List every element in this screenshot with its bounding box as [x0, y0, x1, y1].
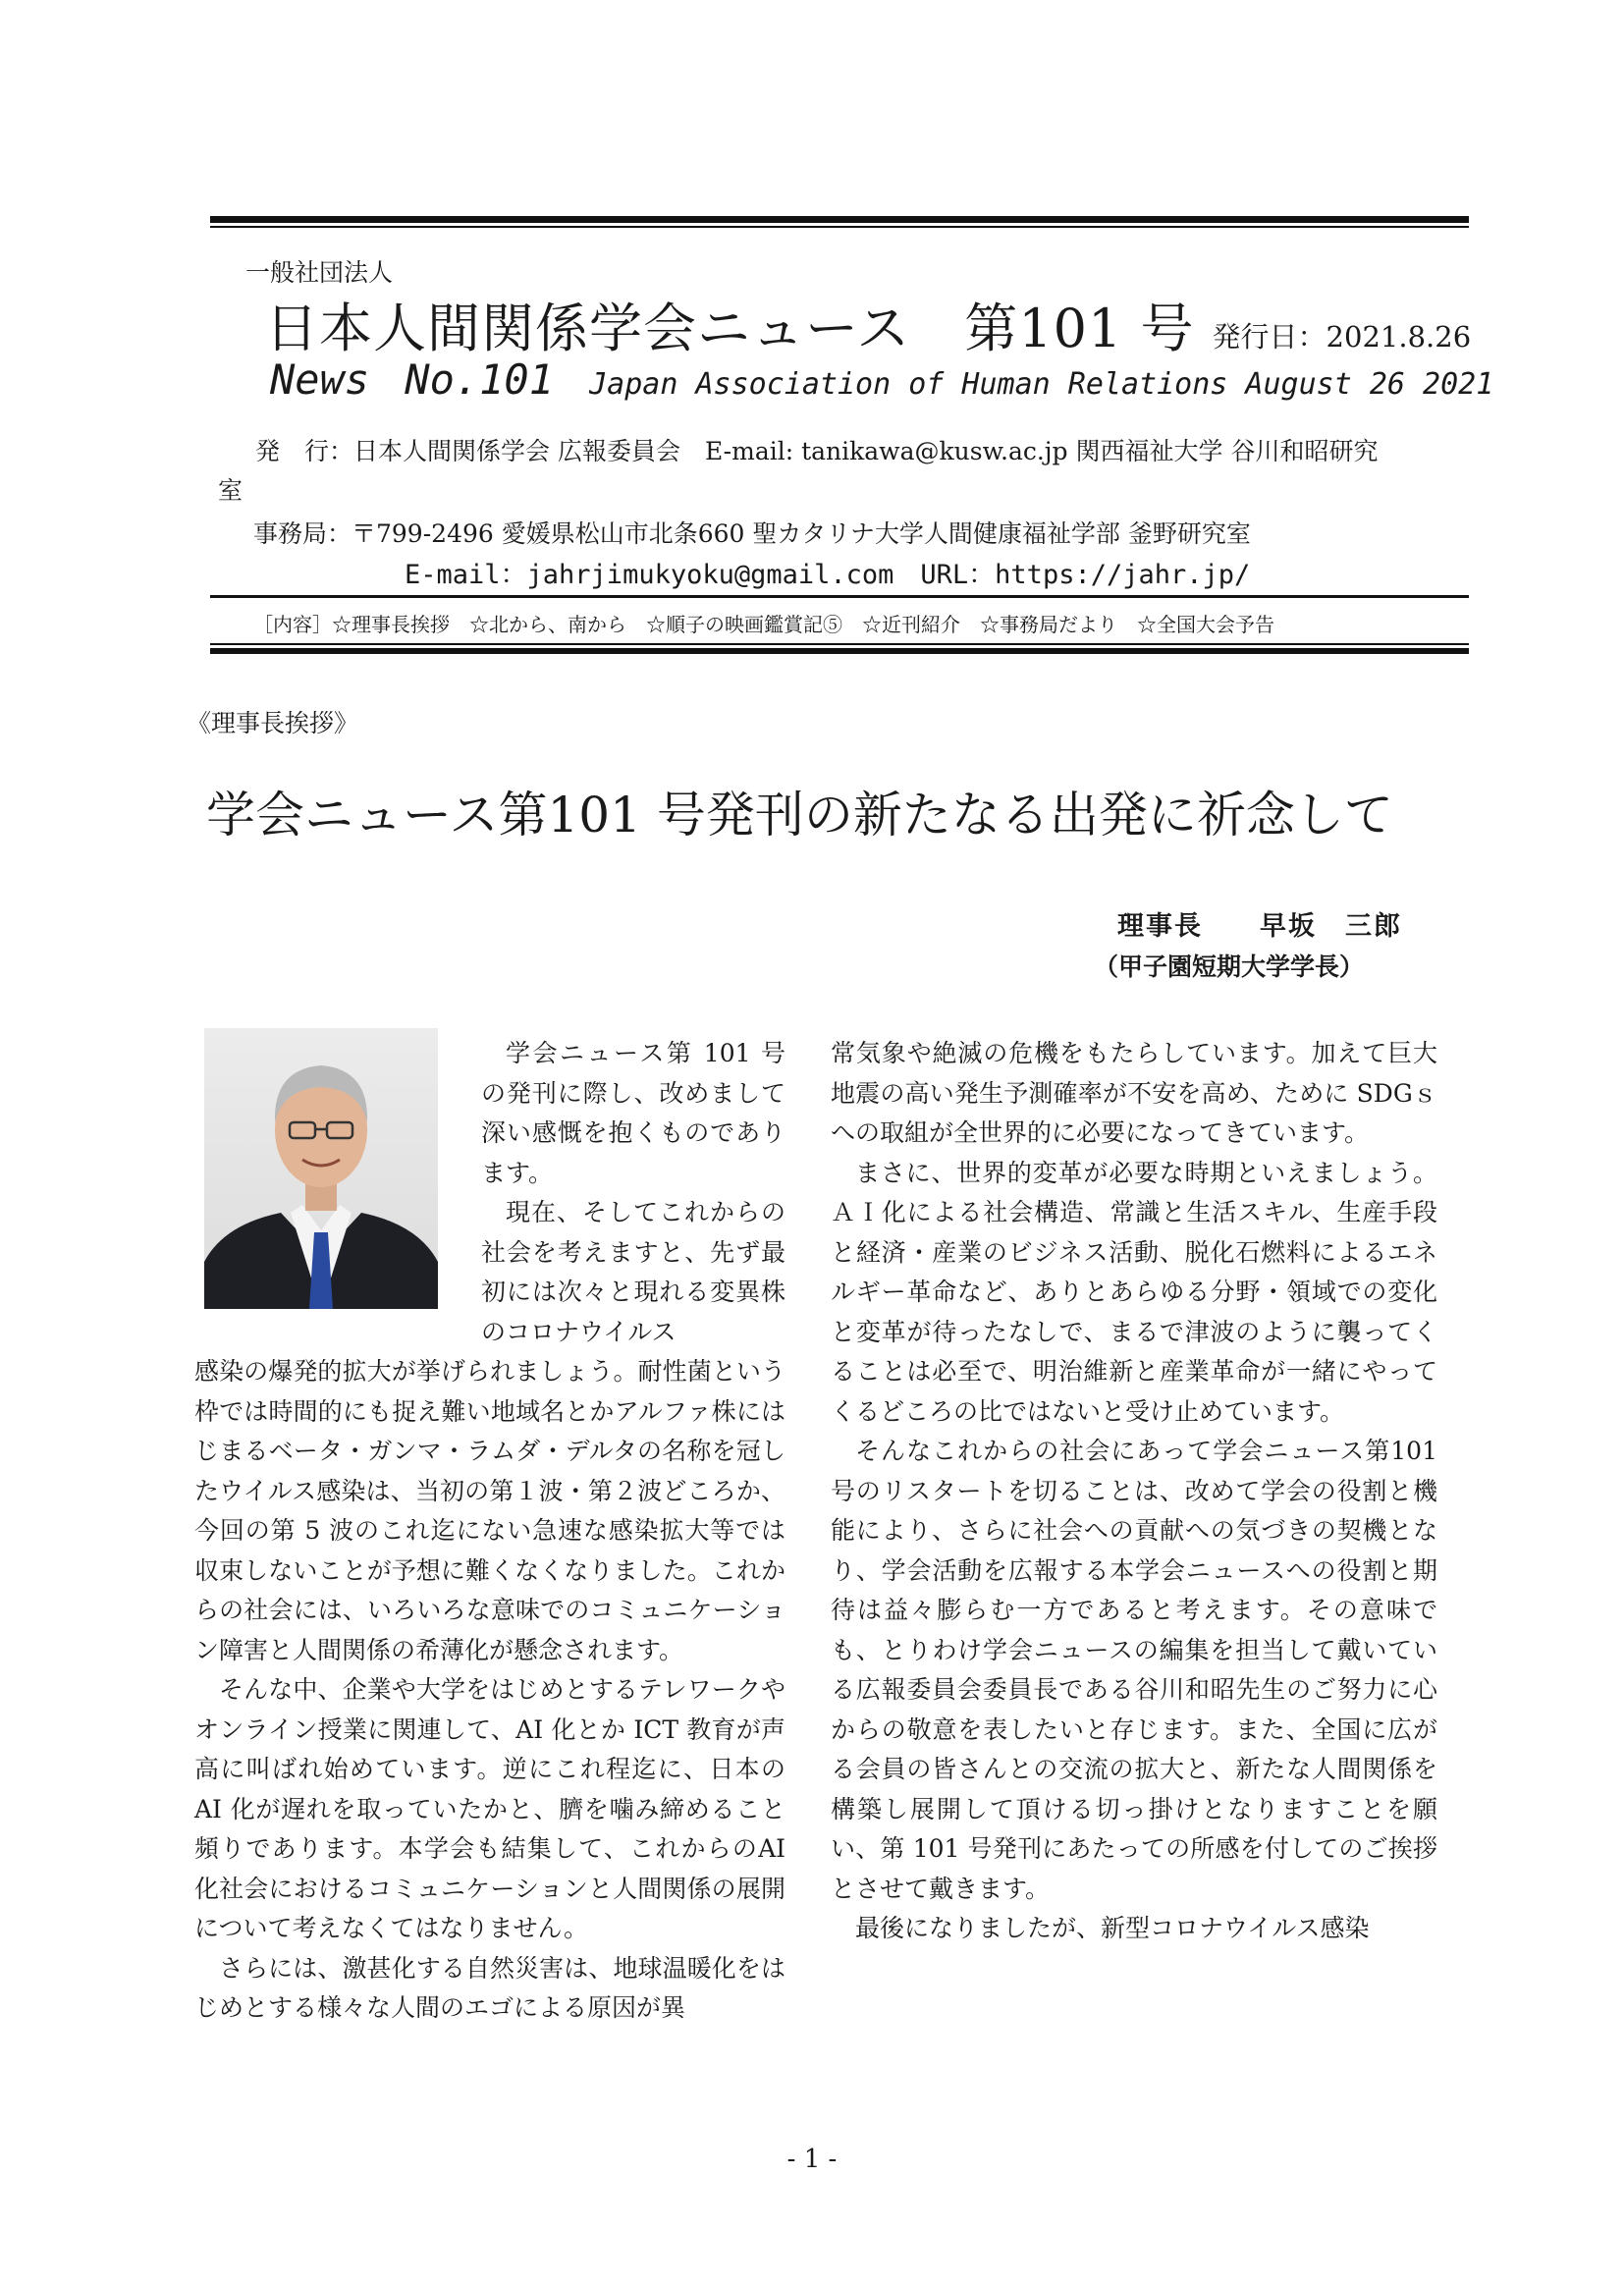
newsletter-title — [265, 287, 1471, 362]
contents-bottom-rule-thick — [210, 648, 1469, 654]
paragraph: さらには、激甚化する自然災害は、地球温暖化をはじめとする様々な人間のエゴによる原因が異 — [194, 1953, 785, 2022]
author-portrait-photo — [204, 1028, 438, 1309]
subtitle-issue-no: No.101 — [405, 355, 554, 404]
issue-date: 発行日：2021.8.26 — [1212, 320, 1472, 354]
column-b — [831, 1034, 1437, 1949]
article-headline: 学会ニュース第101 号発刊の新たなる出発に祈念して — [206, 787, 1393, 843]
masthead-top-rule-thin — [210, 226, 1469, 228]
author-affiliation: （甲子園短期大学学長） — [1094, 952, 1365, 981]
subtitle-association: Japan Association of Human Relations August 26 2021 — [589, 367, 1494, 402]
paragraph: 現在、そしてこれからの社会を考えますと、先ず最初には次々と現れる変異株のコロナウイルス — [481, 1198, 785, 1346]
paragraph: 学会ニュース第 101 号の発刊に際し、改めまして深い感慨を抱くものであります。 — [481, 1039, 785, 1187]
subtitle-news: News — [270, 355, 370, 404]
paragraph: 最後になりましたが、新型コロナウイルス感染 — [855, 1914, 1370, 1942]
newsletter-subtitle — [270, 355, 1493, 404]
paragraph: 常気象や絶滅の危機をもたらしています。加えて巨大地震の高い発生予測確率が不安を高め、ために SDGｓへの取組が全世界的に必要になってきています。 — [831, 1039, 1437, 1147]
newsletter-title-text: 日本人間関係学会ニュース 第101 号 — [265, 298, 1195, 359]
author-name: 理事長 早坂 三郎 — [1117, 911, 1402, 942]
publisher-line-wrap: 室 — [218, 476, 244, 505]
contents-top-rule — [210, 595, 1469, 598]
org-type: 一般社団法人 — [245, 258, 394, 287]
contents-bottom-rule-thin — [210, 643, 1469, 645]
contact-email-url: E-mail：jahrjimukyoku@gmail.com URL：https://jahr.jp/ — [405, 560, 1251, 590]
column-a-beside-photo — [481, 1034, 785, 1352]
paragraph: まさに、世界的変革が必要な時期といえましょう。ＡＩ化による社会構造、常識と生活スキル、生産手段と経済・産業のビジネス活動、脱化石燃料によるエネルギー革命など、ありとあらゆる分野・領域での変化と変革が待ったなしで、まるで津波のように襲ってくることは必至で、明治維新と産業革命が一緒にやってくるどころの比ではないと受け止めています。 — [831, 1158, 1437, 1426]
masthead-top-rule-thick — [210, 216, 1469, 223]
paragraph: 感染の爆発的拡大が挙げられましょう。耐性菌という枠では時間的にも捉え難い地域名とかアルファ株にはじまるベータ・ガンマ・ラムダ・デルタの名称を冠したウイルス感染は、当初の第１波・第２波どころか、今回の第 5 波のこれ迄にない急速な感染拡大等では収束しないことが予想に難くなくなりました。これからの社会には、いろいろな意味でのコミュニケーション障害と人間関係の希薄化が懸念されます。 — [194, 1357, 785, 1664]
paragraph: そんな中、企業や大学をはじめとするテレワークやオンライン授業に関連して、AI 化とか ICT 教育が声高に叫ばれ始めています。逆にこれ程迄に、日本の AI 化が遅れを取っていたかと、臍を噛み締めること頻りであります。本学会も結集して、これからのAI 化社会におけるコミュニケーションと人間関係の展開について考えなくてはなりません。 — [194, 1675, 785, 1942]
page-number: - 1 - — [786, 2145, 838, 2174]
paragraph: そんなこれからの社会にあって学会ニュース第101号のリスタートを切ることは、改めて学会の役割と機能により、さらに社会への貢献への気づきの契機となり、学会活動を広報する本学会ニュースへの役割と期待は益々膨らむ一方であると考えます。その意味でも、とりわけ学会ニュースの編集を担当して戴いている広報委員会委員長である谷川和昭先生のご努力に心からの敬意を表したいと存じます。また、全国に広がる会員の皆さんとの交流の拡大と、新たな人間関係を構築し展開して頂ける切っ掛けとなりますことを願い、第 101 号発刊にあたっての所感を付してのご挨拶とさせて戴きます。 — [831, 1437, 1437, 1903]
section-label: 《理事長挨拶》 — [187, 709, 359, 737]
publisher-info — [218, 432, 1435, 511]
office-address: 事務局：〒799-2496 愛媛県松山市北条660 聖カタリナ大学人間健康福祉学部 釜野研究室 — [253, 519, 1251, 548]
table-of-contents: ［内容］☆理事長挨拶 ☆北から、南から ☆順子の映画鑑賞記⑤ ☆近刊紹介 ☆事務局だより ☆全国大会予告 — [253, 613, 1274, 636]
publisher-line: 発 行：日本人間関係学会 広報委員会 E-mail: tanikawa@kusw.ac.jp 関西福祉大学 谷川和昭研究 — [255, 437, 1379, 465]
column-a-full — [194, 1352, 785, 2029]
